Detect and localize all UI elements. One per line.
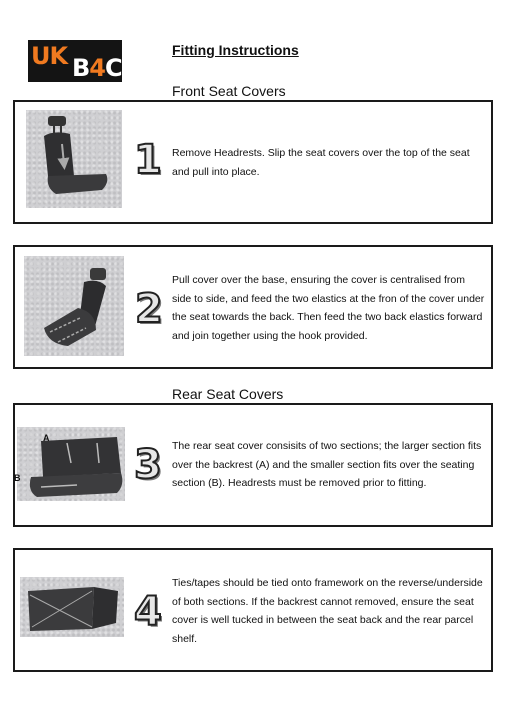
step-text-3: The rear seat cover consisits of two sections; the larger section fits over the backrest (A) and the smaller section fits over the seating section (B). Headrests must be removed prior to fitting.: [172, 440, 482, 489]
section-heading-rear: Rear Seat Covers: [172, 386, 284, 402]
logo-uk-text: UK: [31, 42, 68, 70]
section-heading-front: Front Seat Covers: [172, 83, 286, 99]
logo-c: C: [105, 54, 122, 82]
step-number-2: 2: [135, 286, 163, 332]
rear-seat-underside-image: [20, 577, 124, 637]
step-number-1: 1: [134, 137, 162, 183]
logo-b4c-text: [72, 54, 122, 82]
brand-logo: [28, 40, 122, 82]
step-card-3: [13, 403, 493, 527]
front-seat-image: [26, 110, 122, 208]
label-b: B: [14, 473, 21, 483]
front-seat-base-image: [24, 256, 124, 356]
logo-four: 4: [89, 54, 105, 82]
step-number-4: 4: [134, 589, 162, 635]
step-card-4: [13, 548, 493, 672]
step-text-1: Remove Headrests. Slip the seat covers over the top of the seat and pull into place.: [172, 147, 470, 178]
step-number-3: 3: [134, 442, 162, 488]
page-title: Fitting Instructions: [172, 42, 299, 58]
step-card-2: [13, 245, 493, 369]
step-text-4: Ties/tapes should be tied onto framework on the reverse/underside of both sections. If the backrest cannot removed, ensure the seat cover is well tucked in between the seat back and the rear parcel shelf.: [172, 577, 483, 645]
rear-seat-image: [14, 427, 125, 501]
label-a: A: [43, 433, 50, 443]
step-card-1: [13, 100, 493, 224]
logo-b: B: [72, 54, 90, 82]
step-text-2: Pull cover over the base, ensuring the cover is centralised from side to side, and feed the two elastics at the fron of the cover under the seat towards the back. Then feed the two back elastics forward and join together using the hook provided.: [172, 274, 485, 342]
